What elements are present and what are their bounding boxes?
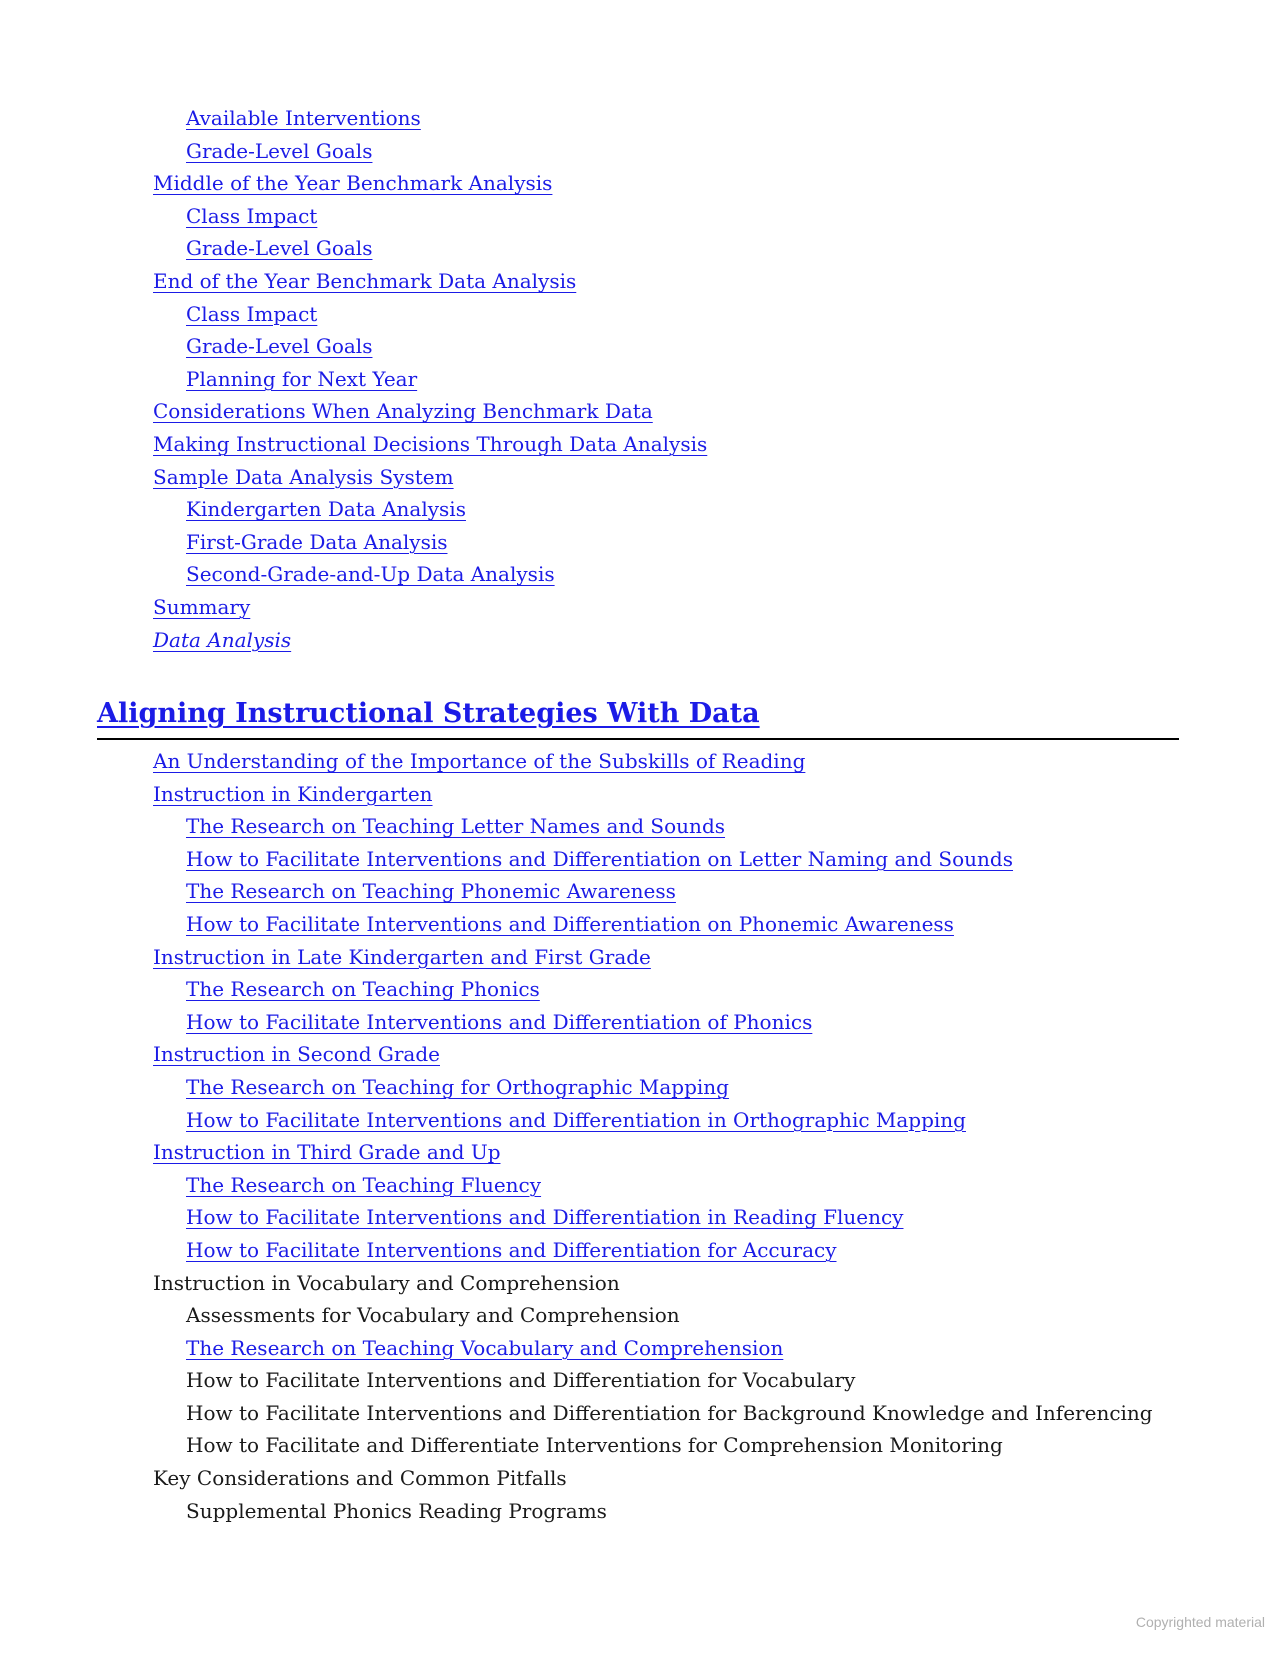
toc-entry-link[interactable]: Middle of the Year Benchmark Analysis [153, 171, 553, 196]
toc-entry [0, 843, 1280, 876]
toc-entry-link[interactable]: An Understanding of the Importance of the Subskills of Reading [153, 749, 806, 773]
toc-entry-text: Key Considerations and Common Pitfalls [153, 1466, 567, 1491]
toc-entry-link[interactable]: How to Facilitate Interventions and Differentiation for Accuracy [186, 1237, 837, 1262]
toc-entry [0, 973, 1280, 1006]
toc-entry-link[interactable]: Second-Grade-and-Up Data Analysis [186, 562, 555, 587]
toc-entry [0, 232, 1280, 265]
toc-entry-link[interactable]: Instruction in Kindergarten [153, 781, 433, 806]
toc-entry [0, 1332, 1280, 1365]
toc-entry-link[interactable]: The Research on Teaching Vocabulary and Comprehension [186, 1335, 784, 1360]
toc-entry [0, 298, 1280, 331]
toc-entry-link[interactable]: Instruction in Third Grade and Up [153, 1140, 501, 1165]
toc-entry-link[interactable]: The Research on Teaching Phonics [186, 977, 540, 1002]
toc-entry [0, 745, 1280, 778]
toc-entry-link[interactable]: Considerations When Analyzing Benchmark Data [153, 399, 653, 424]
toc-entry [0, 908, 1280, 941]
toc-entry [0, 778, 1280, 811]
toc-entry-text: Supplemental Phonics Reading Programs [186, 1498, 607, 1523]
toc-entry [0, 1234, 1280, 1267]
toc-entry-link[interactable]: End of the Year Benchmark Data Analysis [153, 268, 577, 293]
toc-entry-link[interactable]: How to Facilitate Interventions and Differentiation of Phonics [186, 1009, 813, 1034]
toc-entry [0, 1364, 1280, 1397]
toc-entry-link[interactable]: Summary [153, 594, 251, 619]
toc-entry-link[interactable]: Planning for Next Year [186, 366, 418, 391]
toc-entry [0, 1038, 1280, 1071]
toc-entry [0, 363, 1280, 396]
toc-list-bottom [0, 745, 1280, 1527]
toc-entry-link[interactable]: Data Analysis [153, 627, 292, 652]
toc-entry-text: How to Facilitate Interventions and Differentiation for Vocabulary [186, 1368, 856, 1393]
toc-entry-link[interactable]: The Research on Teaching Fluency [186, 1172, 542, 1197]
toc-entry-link[interactable]: How to Facilitate Interventions and Differentiation in Orthographic Mapping [186, 1107, 966, 1132]
toc-entry-link[interactable]: Grade-Level Goals [186, 334, 373, 359]
toc-entry [0, 102, 1280, 135]
section-divider [97, 738, 1179, 740]
section-heading [97, 694, 760, 734]
toc-entry [0, 493, 1280, 526]
toc-entry [0, 167, 1280, 200]
toc-entry-link[interactable]: Instruction in Second Grade [153, 1042, 440, 1067]
toc-entry [0, 428, 1280, 461]
copyright-watermark: Copyrighted material [1135, 1614, 1265, 1630]
toc-entry-link[interactable]: Class Impact [186, 203, 318, 228]
toc-entry [0, 1136, 1280, 1169]
toc-entry [0, 461, 1280, 494]
toc-entry-link[interactable]: How to Facilitate Interventions and Differentiation on Phonemic Awareness [186, 911, 954, 936]
toc-entry [0, 1397, 1280, 1430]
toc-entry [0, 875, 1280, 908]
toc-entry [0, 1429, 1280, 1462]
toc-list-top [0, 102, 1280, 656]
toc-entry [0, 1006, 1280, 1039]
toc-entry-link[interactable]: Grade-Level Goals [186, 236, 373, 261]
toc-entry [0, 395, 1280, 428]
toc-entry-link[interactable]: The Research on Teaching for Orthographic Mapping [186, 1074, 729, 1099]
toc-entry [0, 1495, 1280, 1528]
toc-entry-link[interactable]: The Research on Teaching Letter Names and Sounds [186, 814, 726, 839]
toc-entry-link[interactable]: Kindergarten Data Analysis [186, 497, 466, 522]
toc-entry-text: Instruction in Vocabulary and Comprehension [153, 1270, 620, 1295]
toc-entry-link[interactable]: Available Interventions [186, 106, 421, 130]
toc-entry [0, 558, 1280, 591]
toc-entry [0, 591, 1280, 624]
toc-entry [0, 1201, 1280, 1234]
toc-entry [0, 135, 1280, 168]
toc-entry [0, 624, 1280, 657]
toc-entry [0, 1267, 1280, 1300]
toc-entry-link[interactable]: Sample Data Analysis System [153, 464, 454, 489]
toc-entry [0, 1071, 1280, 1104]
toc-entry [0, 1104, 1280, 1137]
toc-entry-link[interactable]: The Research on Teaching Phonemic Awareness [186, 879, 676, 904]
toc-entry-text: How to Facilitate Interventions and Differentiation for Background Knowledge and Inferencing [186, 1400, 1153, 1425]
toc-entry [0, 526, 1280, 559]
toc-entry [0, 1299, 1280, 1332]
toc-entry [0, 330, 1280, 363]
toc-entry [0, 1169, 1280, 1202]
toc-entry [0, 265, 1280, 298]
toc-entry-link[interactable]: Class Impact [186, 301, 318, 326]
section-heading-link[interactable]: Aligning Instructional Strategies With Data [97, 698, 760, 729]
toc-entry [0, 941, 1280, 974]
toc-entry-link[interactable]: Making Instructional Decisions Through Data Analysis [153, 431, 708, 456]
toc-entry-link[interactable]: Instruction in Late Kindergarten and First Grade [153, 944, 651, 969]
toc-entry-link[interactable]: How to Facilitate Interventions and Differentiation in Reading Fluency [186, 1205, 904, 1230]
toc-entry-link[interactable]: Grade-Level Goals [186, 138, 373, 163]
toc-entry-link[interactable]: First-Grade Data Analysis [186, 529, 448, 554]
toc-entry [0, 810, 1280, 843]
toc-entry-text: Assessments for Vocabulary and Comprehension [186, 1303, 680, 1328]
toc-entry [0, 200, 1280, 233]
toc-entry [0, 1462, 1280, 1495]
toc-entry-text: How to Facilitate and Differentiate Interventions for Comprehension Monitoring [186, 1433, 1003, 1458]
toc-entry-link[interactable]: How to Facilitate Interventions and Differentiation on Letter Naming and Sounds [186, 846, 1014, 871]
